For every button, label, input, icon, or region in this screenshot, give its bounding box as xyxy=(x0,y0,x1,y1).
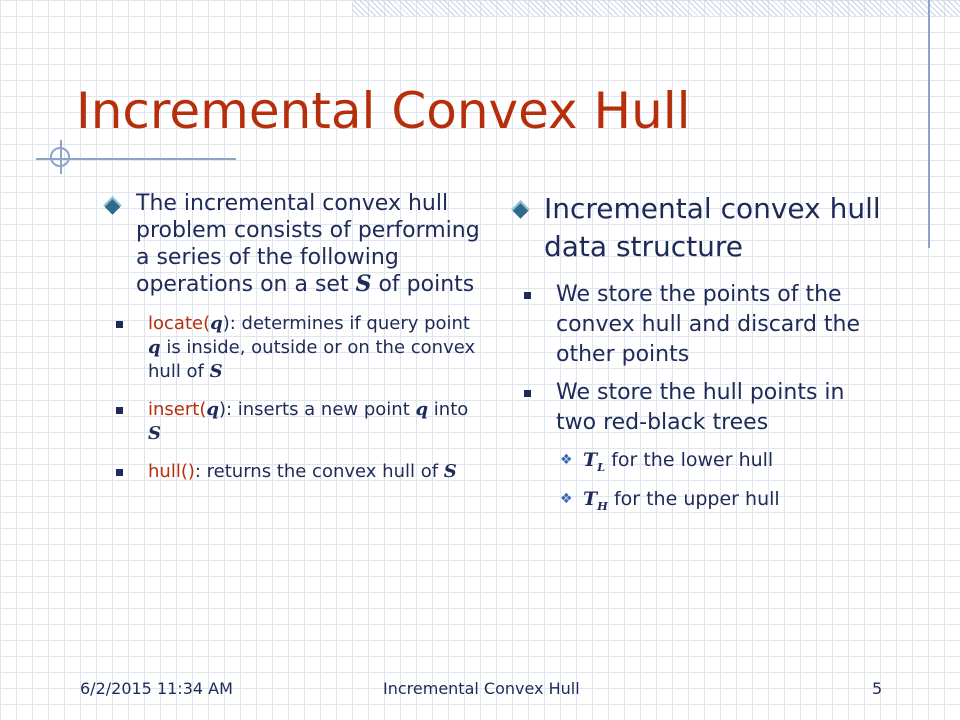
slide-title: Incremental Convex Hull xyxy=(76,82,691,140)
left-main-bullet xyxy=(102,190,480,298)
op-var2: S xyxy=(148,423,161,444)
decor-vertical-line xyxy=(928,0,930,248)
op-var2: S xyxy=(209,361,223,382)
op-var: S xyxy=(443,461,457,482)
tree-text: for the upper hull xyxy=(607,487,780,510)
op-insert xyxy=(102,398,480,446)
footer-date: 6/2/2015 11:34 AM xyxy=(80,679,233,698)
op-arg: q xyxy=(210,313,223,334)
tree-var: T xyxy=(583,487,598,510)
bullet-text: Incremental convex hull data structure xyxy=(544,192,881,263)
right-column xyxy=(510,190,885,524)
bullet-text-post: of points xyxy=(371,272,475,297)
tree-sub: H xyxy=(597,498,608,513)
tree-var: T xyxy=(583,449,598,471)
right-main-bullet xyxy=(510,190,885,266)
bullet-text-pre: The incremental convex hull problem consists of performing a series of the following operations on a set xyxy=(136,191,480,297)
op-close: ): inserts a new point xyxy=(218,399,416,420)
diamond-bullet-icon xyxy=(511,200,529,218)
sub-bullet-text: We store the points of the convex hull and discard the other points xyxy=(556,282,861,367)
small-diamond-icon: ❖ xyxy=(560,490,573,507)
op-name: locate( xyxy=(148,313,211,334)
op-rest: : returns the convex hull of xyxy=(194,461,444,482)
tree-upper xyxy=(510,485,885,520)
square-bullet-icon xyxy=(116,407,123,414)
square-bullet-icon xyxy=(524,390,531,397)
op-locate xyxy=(102,312,480,384)
diamond-bullet-icon xyxy=(103,196,121,214)
op-mid: is inside, outside or on the convex hull of xyxy=(148,337,476,382)
top-hatch-bar xyxy=(352,0,960,16)
right-sub-bullet-2 xyxy=(510,378,885,438)
var-s: S xyxy=(355,271,372,297)
op-var1: q xyxy=(415,399,429,420)
decor-ring-icon xyxy=(50,147,70,167)
square-bullet-icon xyxy=(524,292,531,299)
small-diamond-icon: ❖ xyxy=(560,452,573,468)
op-mid: into xyxy=(428,399,469,420)
right-sub-bullet-1 xyxy=(510,280,885,370)
square-bullet-icon xyxy=(116,321,123,328)
op-hull xyxy=(102,460,480,484)
tree-lower xyxy=(510,446,885,481)
op-close: ): determines if query point xyxy=(222,313,470,334)
op-name: hull() xyxy=(148,461,195,482)
footer-title: Incremental Convex Hull xyxy=(383,679,580,698)
op-var1: q xyxy=(148,337,161,358)
left-column xyxy=(102,190,480,498)
sub-bullet-text: We store the hull points in two red-black trees xyxy=(556,380,845,435)
op-name: insert( xyxy=(148,399,207,420)
tree-text: for the lower hull xyxy=(605,449,774,471)
tree-sub: L xyxy=(597,459,606,474)
page-number: 5 xyxy=(872,679,883,698)
op-arg: q xyxy=(206,399,219,420)
square-bullet-icon xyxy=(116,469,123,476)
